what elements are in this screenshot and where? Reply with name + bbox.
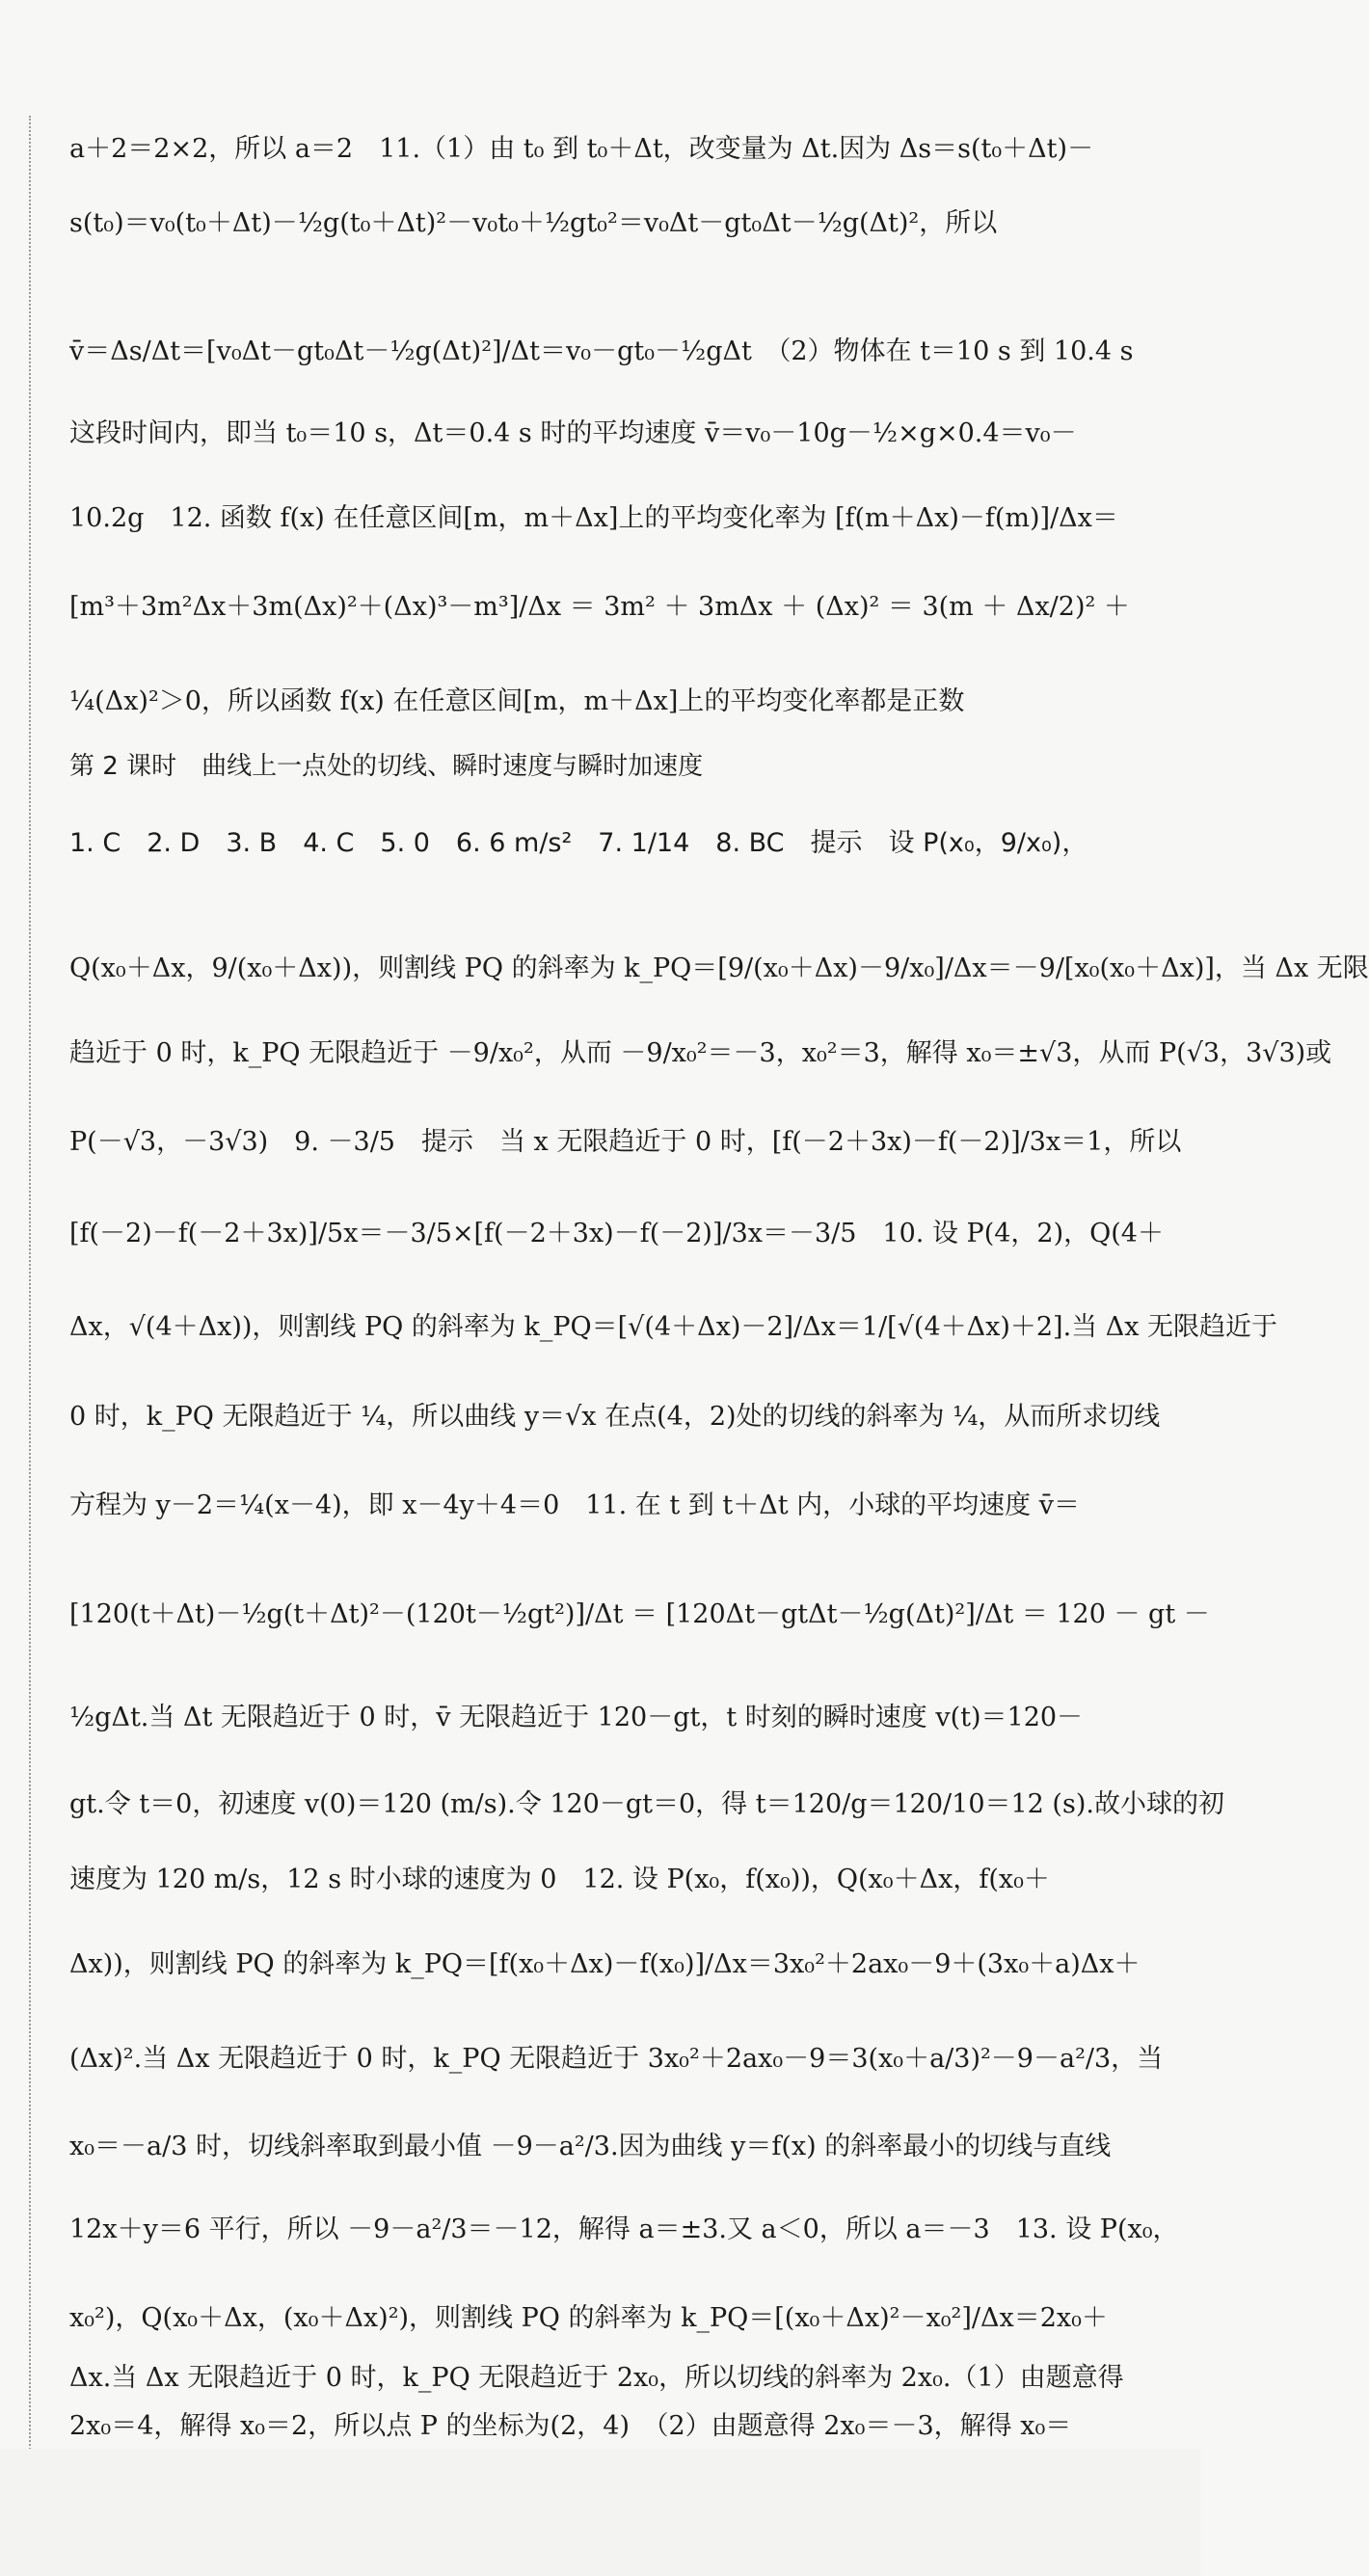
text-line: [m³＋3m²Δx＋3m(Δx)²＋(Δx)³－m³]/Δx ＝ 3m² ＋ 3mΔx ＋ (Δx)² ＝ 3(m ＋ Δx/2)² ＋	[69, 592, 1130, 622]
section-heading: 第 2 课时 曲线上一点处的切线、瞬时速度与瞬时加速度	[69, 752, 704, 781]
text-line: 1. C 2. D 3. B 4. C 5. 0 6. 6 m/s² 7. 1/14 8. BC 提示 设 P(x₀，9/x₀)，	[69, 828, 1088, 858]
text-line: Q(x₀＋Δx，9/(x₀＋Δx))，则割线 PQ 的斜率为 k_PQ＝[9/(x₀＋Δx)－9/x₀]/Δx＝－9/[x₀(x₀＋Δx)]，当 Δx 无限	[69, 953, 1369, 983]
text-line: 12x＋y＝6 平行，所以 －9－a²/3＝－12，解得 a＝±3.又 a＜0，所以 a＝－3 13. 设 P(x₀，	[69, 2214, 1179, 2244]
text-line: Δx))，则割线 PQ 的斜率为 k_PQ＝[f(x₀＋Δx)－f(x₀)]/Δx＝3x₀²＋2ax₀－9＋(3x₀＋a)Δx＋	[69, 1949, 1141, 1979]
text-line: v̄＝Δs/Δt＝[v₀Δt－gt₀Δt－½g(Δt)²]/Δt＝v₀－gt₀－½gΔt （2）物体在 t＝10 s 到 10.4 s	[69, 336, 1134, 366]
text-line: ½gΔt.当 Δt 无限趋近于 0 时，v̄ 无限趋近于 120－gt，t 时刻的瞬时速度 v(t)＝120－	[69, 1703, 1084, 1732]
text-line: 2x₀＝4，解得 x₀＝2，所以点 P 的坐标为(2，4) （2）由题意得 2x₀＝－3，解得 x₀＝	[69, 2411, 1072, 2441]
text-line: s(t₀)＝v₀(t₀＋Δt)－½g(t₀＋Δt)²－v₀t₀＋½gt₀²＝v₀Δt－gt₀Δt－½g(Δt)²，所以	[69, 208, 998, 238]
text-line: 这段时间内，即当 t₀＝10 s，Δt＝0.4 s 时的平均速度 v̄＝v₀－10g－½×g×0.4＝v₀－	[69, 418, 1077, 448]
text-line: Δx，√(4＋Δx))，则割线 PQ 的斜率为 k_PQ＝[√(4＋Δx)－2]/Δx＝1/[√(4＋Δx)＋2].当 Δx 无限趋近于	[69, 1312, 1278, 1342]
page-bottom-margin	[0, 2449, 1200, 2576]
text-line: 10.2g 12. 函数 f(x) 在任意区间[m，m＋Δx]上的平均变化率为 [f(m＋Δx)－f(m)]/Δx＝	[69, 503, 1118, 533]
text-line: Δx.当 Δx 无限趋近于 0 时，k_PQ 无限趋近于 2x₀，所以切线的斜率为 2x₀.（1）由题意得	[69, 2363, 1124, 2393]
binding-margin-rule	[29, 116, 31, 2468]
text-line: 方程为 y－2＝¼(x－4)，即 x－4y＋4＝0 11. 在 t 到 t＋Δt 内，小球的平均速度 v̄＝	[69, 1490, 1080, 1520]
text-line: x₀＝－a/3 时，切线斜率取到最小值 －9－a²/3.因为曲线 y＝f(x) 的斜率最小的切线与直线	[69, 2132, 1112, 2161]
text-line: 0 时，k_PQ 无限趋近于 ¼，所以曲线 y＝√x 在点(4，2)处的切线的斜率为 ¼，从而所求切线	[69, 1402, 1161, 1432]
text-line: a＋2＝2×2，所以 a＝2 11.（1）由 t₀ 到 t₀＋Δt，改变量为 Δt.因为 Δs＝s(t₀＋Δt)－	[69, 134, 1094, 164]
text-line: [120(t＋Δt)－½g(t＋Δt)²－(120t－½gt²)]/Δt ＝ [120Δt－gtΔt－½g(Δt)²]/Δt ＝ 120 － gt －	[69, 1599, 1210, 1629]
text-line: 速度为 120 m/s，12 s 时小球的速度为 0 12. 设 P(x₀，f(x₀))，Q(x₀＋Δx，f(x₀＋	[69, 1865, 1050, 1894]
text-line: gt.令 t＝0，初速度 v(0)＝120 (m/s).令 120－gt＝0，得 t＝120/g＝120/10＝12 (s).故小球的初	[69, 1789, 1224, 1819]
text-line: (Δx)².当 Δx 无限趋近于 0 时，k_PQ 无限趋近于 3x₀²＋2ax₀－9＝3(x₀＋a/3)²－9－a²/3，当	[69, 2044, 1164, 2074]
text-line: 趋近于 0 时，k_PQ 无限趋近于 －9/x₀²，从而 －9/x₀²＝－3，x₀²＝3，解得 x₀＝±√3，从而 P(√3，3√3)或	[69, 1038, 1332, 1068]
text-line: [f(－2)－f(－2＋3x)]/5x＝－3/5×[f(－2＋3x)－f(－2)]/3x＝－3/5 10. 设 P(4，2)，Q(4＋	[69, 1219, 1164, 1248]
text-line: x₀²)，Q(x₀＋Δx，(x₀＋Δx)²)，则割线 PQ 的斜率为 k_PQ＝[(x₀＋Δx)²－x₀²]/Δx＝2x₀＋	[69, 2303, 1108, 2333]
text-line: ¼(Δx)²＞0，所以函数 f(x) 在任意区间[m，m＋Δx]上的平均变化率都是正数	[69, 686, 965, 716]
text-line: P(－√3，－3√3) 9. －3/5 提示 当 x 无限趋近于 0 时，[f(－2＋3x)－f(－2)]/3x＝1，所以	[69, 1127, 1182, 1157]
